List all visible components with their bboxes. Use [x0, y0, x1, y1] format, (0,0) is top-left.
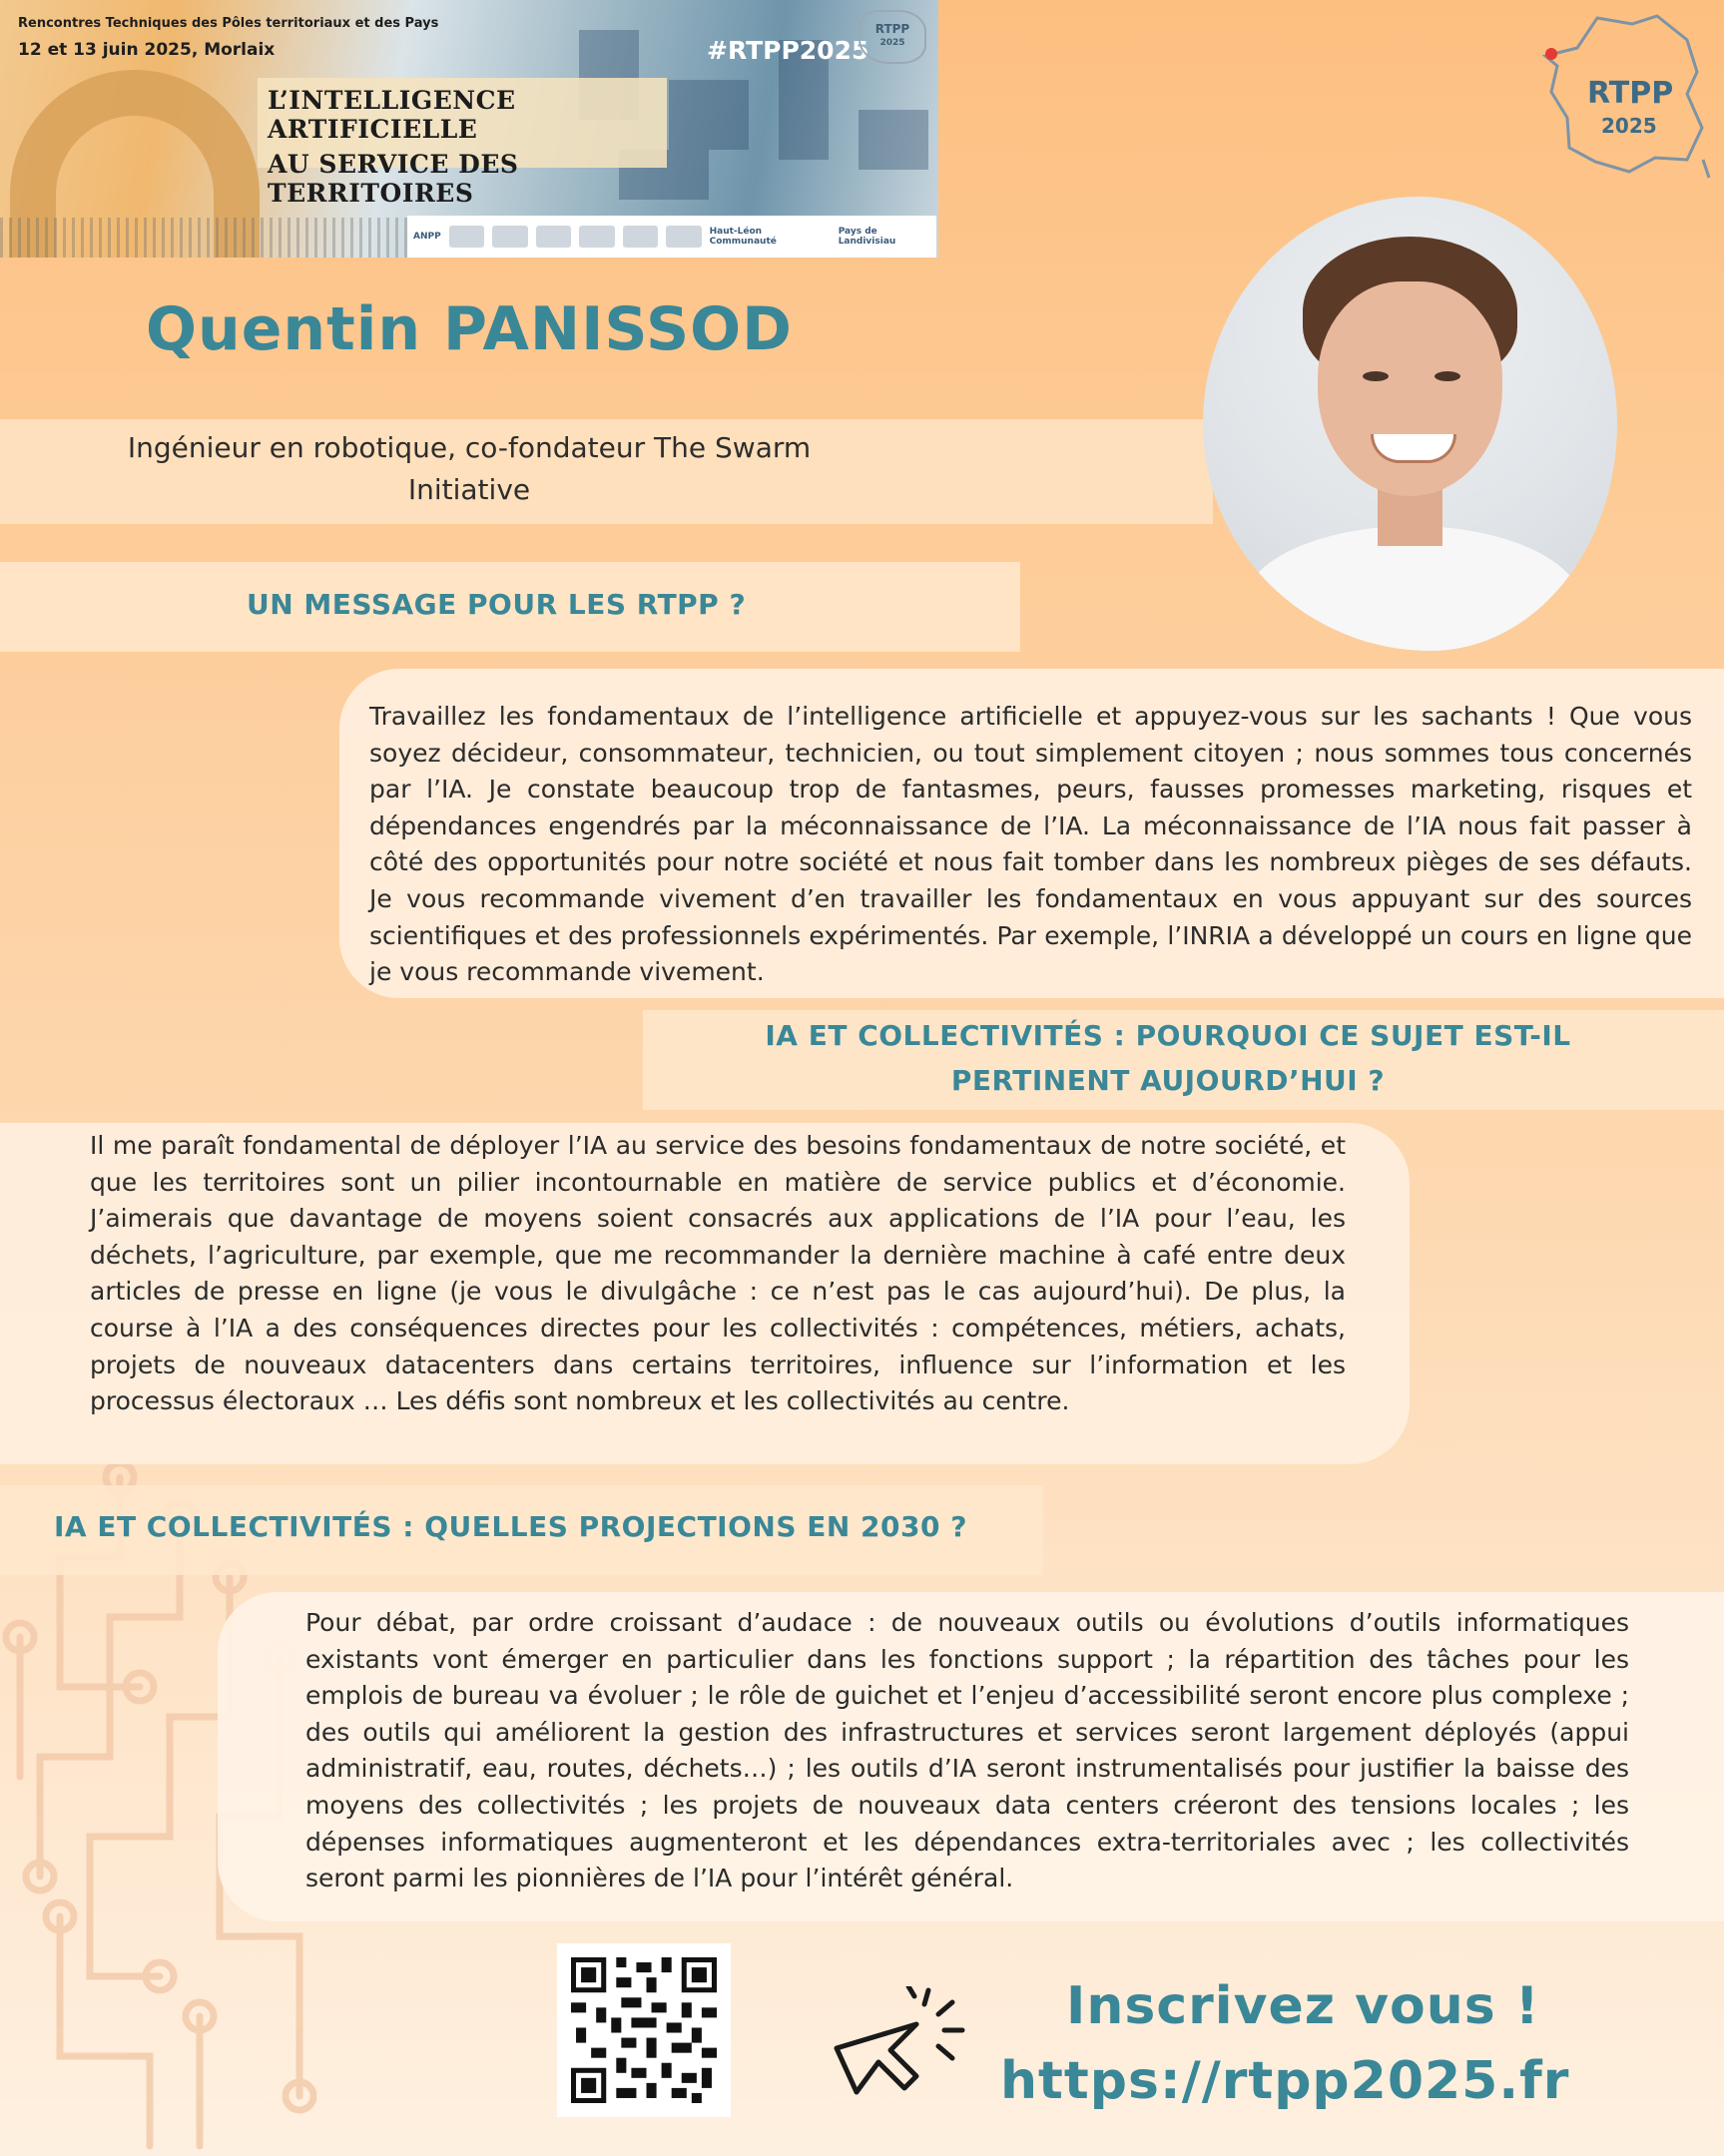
- question1-heading: UN MESSAGE POUR LES RTPP ?: [247, 588, 747, 621]
- photo-eye: [1363, 371, 1389, 381]
- speaker-photo: [1203, 197, 1617, 651]
- qr-code-icon[interactable]: [557, 1943, 731, 2117]
- question2-heading: IA ET COLLECTIVITÉS : POURQUOI CE SUJET EST-IL PERTINENT AUJOURD’HUI ?: [765, 1019, 1571, 1097]
- photo-eye: [1435, 371, 1460, 381]
- event-hashtag: #RTPP2025: [707, 36, 869, 65]
- mini-rtpp-badge: [859, 10, 926, 64]
- partner-logo: [449, 226, 484, 248]
- photo-face: [1318, 281, 1502, 496]
- partner-logo: [666, 226, 701, 248]
- partner-logo: [579, 226, 614, 248]
- answer3-text: Pour débat, par ordre croissant d’audace : de nouveaux outils ou évolutions d’outils informatiques existants vont émerger en particulier dans les fonctions support ; la répartition des tâches pour les emplois de bureau va évoluer ; le rôle de guichet et l’enjeu d’accessibilité seront encore plus complexe ; des outils qui améliorent la gestion des infrastructures et services seront largement déployés (appui administratif, eau, routes, déchets…) ; les outils d’IA seront instrumentalisés pour justifier la baisse des moyens des collectivités ; les projets de nouveaux data centers créeront des tensions locales ; les dépenses informatiques augmenteront et les dépendances extra-territoriales avec ; les collectivités seront parmi les pionnières de l’IA pour l’intérêt général.: [305, 1608, 1629, 1893]
- partner-logo: [492, 226, 527, 248]
- badge-line2: 2025: [1601, 114, 1657, 138]
- partner-logo: [623, 226, 658, 248]
- registration-link[interactable]: https://rtpp2025.fr: [1000, 2051, 1570, 2111]
- speaker-role: Ingénieur en robotique, co-fondateur The Swarm Initiative: [127, 431, 812, 506]
- event-title-line2: AU SERVICE DES TERRITOIRES: [268, 150, 519, 208]
- answer2-text: Il me paraît fondamental de déployer l’IA au service des besoins fondamentaux de notre société, et que les territoires sont un pilier incontournable en matière de service publics et d’économie. J’aimerais que davantage de moyens soient consacrés aux applications de l’IA pour l’eau, les déchets, l’agriculture, par exemple, que me recommander la dernière machine à café entre deux articles de presse en ligne (je vous le divulgâche : ce n’est pas le cas aujourd’hui). De plus, la course à l’IA a des conséquences directes pour les collectivités : compétences, métiers, achats, projets de nouveaux datacenters dans certains territoires, influence sur l’information et les processus électoraux … Les défis sont nombreux et les collectivités au centre.: [90, 1131, 1346, 1416]
- rtpp-badge: [1537, 10, 1717, 180]
- register-call-to-action: Inscrivez vous !: [1066, 1976, 1540, 2036]
- speaker-name: Quentin PANISSOD: [146, 294, 793, 364]
- partner-logo-anpp: ANPP: [413, 232, 441, 242]
- badge-line1: RTPP: [1587, 76, 1674, 111]
- qr-code-graphic: [571, 1957, 717, 2103]
- partner-logo-landivisiau: Pays de Landivisiau: [838, 227, 896, 247]
- click-cursor-icon: [829, 1986, 973, 2106]
- event-date: 12 et 13 juin 2025, Morlaix: [18, 40, 276, 60]
- partner-logo-haut-leon: Haut-Léon Communauté: [709, 227, 777, 247]
- partner-logos: [407, 216, 936, 258]
- answer1-text: Travaillez les fondamentaux de l’intelligence artificielle et appuyez-vous sur les sachants ! Que vous soyez décideur, consommateur, technicien, ou tout simplement citoyen ; nous sommes tous concernés par l’IA. Je constate beaucoup trop de fantasmes, peurs, fausses promesses marketing, risques et dépendances engendrés par la méconnaissance de l’IA. La méconnaissance de l’IA nous fait passer à côté des opportunités pour notre société et nous fait tomber dans les nombreux pièges de ses défauts. Je vous recommande vivement d’en travailler les fondamentaux en vous appuyant sur des sources scientifiques et des professionnels expérimentés. Par exemple, l’INRIA a développé un cours en ligne que je vous recommande vivement.: [369, 702, 1692, 987]
- city-skyline-illustration: [0, 218, 419, 258]
- mini-badge-line2: 2025: [879, 38, 905, 48]
- partner-logo: [536, 226, 571, 248]
- event-banner: [0, 0, 938, 258]
- event-title: [258, 78, 667, 208]
- question3-heading: IA ET COLLECTIVITÉS : QUELLES PROJECTIONS EN 2030 ?: [54, 1510, 967, 1543]
- event-title-line1: L’INTELLIGENCE ARTIFICIELLE: [268, 86, 516, 144]
- event-name: Rencontres Techniques des Pôles territoriaux et des Pays: [18, 16, 439, 31]
- mini-badge-line1: RTPP: [874, 22, 910, 36]
